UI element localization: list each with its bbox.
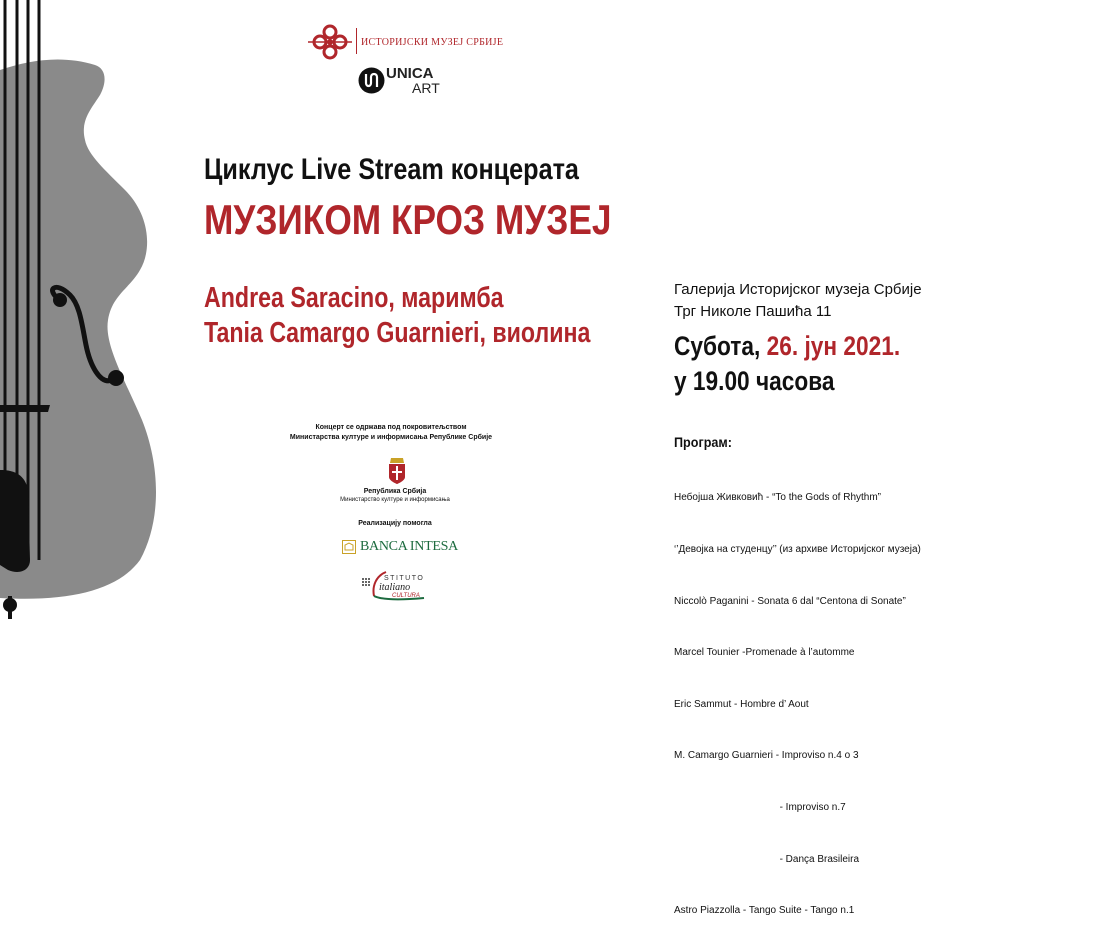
unica-art-wordmark [386, 67, 440, 95]
banca-intesa-logo-icon [342, 540, 356, 554]
patronage-note [286, 423, 496, 443]
ministry-name: Министарство културе и информисања [340, 497, 450, 503]
bank-name: BANCA INTESA [360, 539, 458, 554]
patronage-line-1: Концерт се одржава под покровитељством [315, 424, 467, 431]
concert-date [674, 331, 900, 362]
program-list [674, 455, 921, 937]
serbia-coat-of-arms-icon [388, 455, 406, 485]
unica-art-logo-icon [358, 67, 385, 94]
support-label: Реализацију помогла [358, 520, 432, 527]
svg-text:CULTURA: CULTURA [392, 593, 420, 599]
art-label: ART [412, 80, 440, 96]
concert-title: МУЗИКОМ КРОЗ МУЗЕЈ [204, 196, 612, 243]
artist-1: Andrea Saracino, маримба [204, 282, 504, 314]
concert-day: Субота, [674, 331, 761, 361]
museum-logo-divider [356, 28, 357, 54]
istituto-italiano-logo-icon [362, 568, 428, 604]
program-item: ‘’Девојка на студенцу’’ (из архиве Историјског музеја) [674, 544, 921, 555]
program-item: M. Camargo Guarnieri - Improviso n.4 o 3 [674, 750, 859, 762]
program-item: Astro Piazzolla - Tango Suite - Tango n.1 [674, 905, 855, 917]
series-title: Циклус Live Stream концерата [204, 153, 579, 186]
concert-date-value: 26. јун 2021. [766, 331, 901, 361]
svg-text:italiano: italiano [379, 582, 411, 593]
program-item: Небојша Живковић - “To the Gods of Rhythm” [674, 492, 882, 504]
program-item: - Improviso n.7 [674, 801, 846, 813]
violin-illustration [0, 0, 170, 619]
unica-label: UNICA [386, 65, 434, 82]
artist-2: Tania Camargo Guarnieri, виолина [204, 317, 591, 349]
patronage-line-2: Министарства културе и информисања Републике Србије [289, 434, 493, 441]
svg-text:STITUTO: STITUTO [384, 575, 425, 582]
program-item: Marcel Tounier -Promenade à l’automme [674, 647, 855, 659]
concert-time: у 19.00 часова [674, 366, 835, 396]
republic-name: Република Србија [363, 488, 427, 495]
program-item: Niccolò Paganini - Sonata 6 dal “Centona di Sonate” [674, 595, 906, 607]
museum-logo-icon [306, 18, 354, 66]
venue-address: Трг Николе Пашића 11 [674, 303, 832, 320]
venue-name: Галерија Историјског музеја Србије [674, 281, 922, 298]
program-heading: Програм: [674, 434, 732, 450]
program-item: - Dança Brasileira [674, 853, 860, 865]
program-item: Eric Sammut - Hombre d’ Aout [674, 698, 809, 710]
museum-name: ИСТОРИЈСКИ МУЗЕЈ СРБИЈЕ [361, 37, 504, 48]
